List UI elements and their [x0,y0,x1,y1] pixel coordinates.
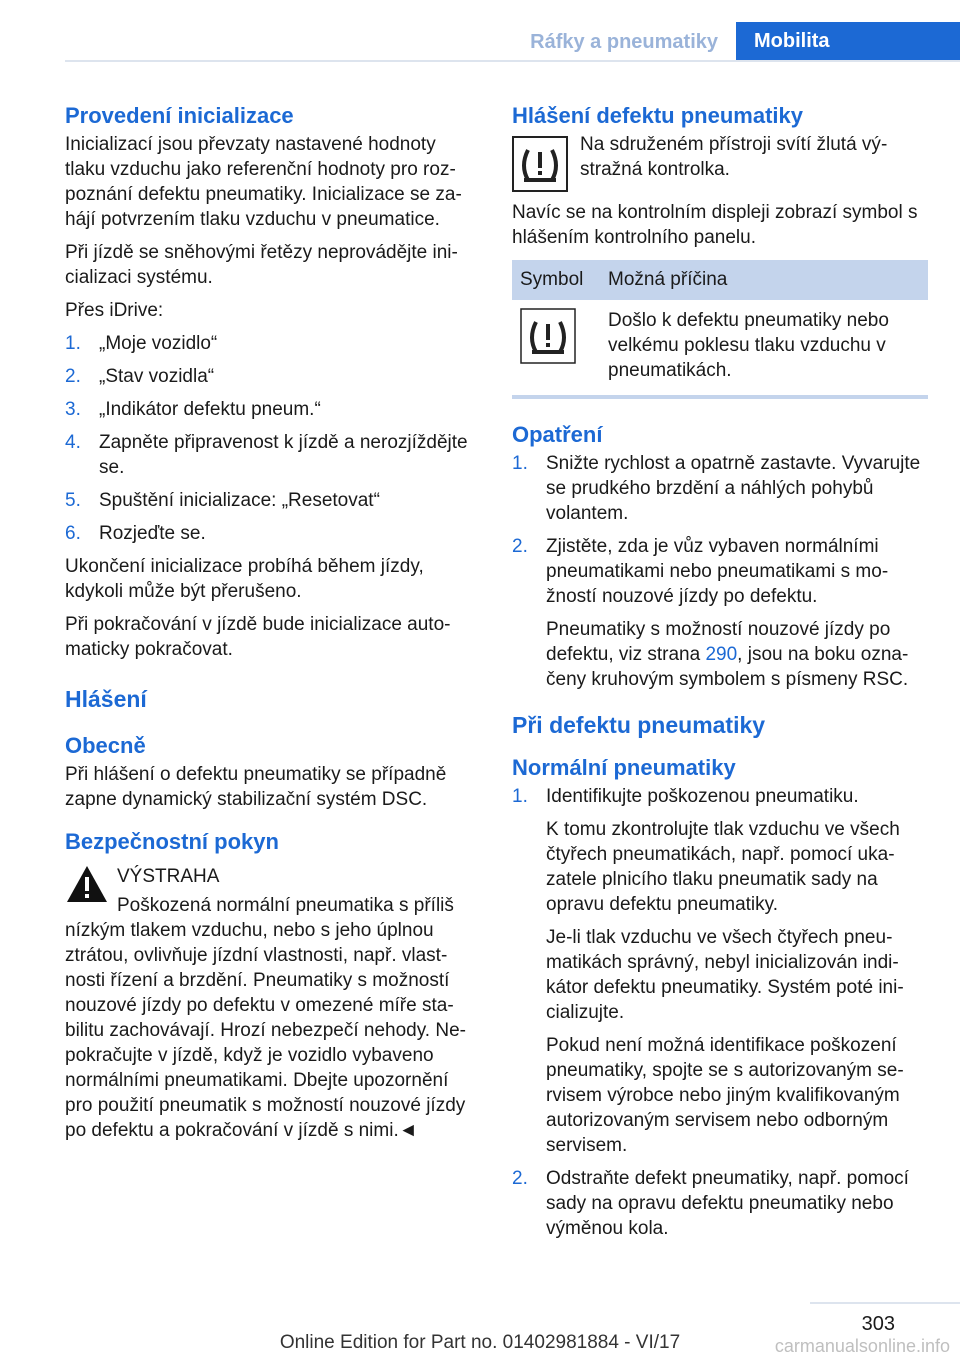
footer-edition: Online Edition for Part no. 01402981884 - VI/17 [279,1332,681,1353]
general-heading: Obecně [65,733,146,758]
normal-tires-list [512,784,927,1241]
init-paragraph-5: Při pokračování v jízdě bude inicializace automaticky pokračovat. [65,614,451,660]
warning-label: VÝSTRAHA [117,866,220,887]
list-item: 2. „Stav vozidla“ [65,366,215,387]
list-item: 6. Rozjeďte se. [65,523,206,544]
end-mark-icon: ◄ [398,1120,418,1141]
list-item: 1. Snižte rychlost a opatrně zastavte. Vyvarujte se prudkého brzdění a náhlých pohybů volantem. [512,453,921,524]
footer-watermark: carmanualsonline.info [774,1336,950,1356]
symbol-table [512,260,928,391]
right-column [512,100,927,1249]
table-row [512,300,928,391]
safety-heading: Bezpečnostní pokyn [65,829,279,854]
list-item: 2. Zjistěte, zda je vůz vybaven normálními pneumatikami nebo pneumatikami s možností nouzové jízdy po defektu. Pneumatiky s možností nouzové jízdy po defektu, viz strana 290, jsou na boku označeny kruhovým symbolem s písmeny RSC. [512,536,909,690]
warning-block [65,864,480,918]
tire-pressure-warning-icon [520,308,576,364]
measures-heading: Opatření [512,422,603,447]
list-item: 5. Spuštění inicializace: „Resetovat“ [65,490,380,511]
messages-heading: Hlášení [65,686,147,712]
footer-rule [810,1302,960,1304]
left-column [65,100,480,1143]
init-heading: Provedení inicializace [65,103,294,128]
list-item: 4. Zapněte připravenost k jízdě a nerozjíždějte se. [65,432,468,478]
list-item: 1. „Moje vozidlo“ [65,333,218,354]
warning-text: nízkým tlakem vzduchu, nebo s jeho úplnou ztrátou, ovlivňuje jízdní vlastnosti, např. vlastnosti řízení a brzdění. Pneumatiky s možností nouzové jízdy po defektu v omezené míře stabilitu zachovávají. Hrozí nebezpečí nehody. Nepokračujte v jízdě, když je vozidlo vybaveno normálními pneumatikami. Dbejte upozornění pro použití pneumatik s možností nouzové jízdy po defektu a pokračování v jízdě s nimi.◄ [65,920,466,1141]
list-item: 3. „Indikátor defektu pneum.“ [65,399,321,420]
page-number: 303 [861,1313,895,1335]
warning-lead: Poškozená normální pneumatika s příliš [117,895,454,916]
list-item: 2. Odstraňte defekt pneumatiky, např. pomocí sady na opravu defektu pneumatiky nebo výměnou kola. [512,1168,909,1239]
page-reference-link[interactable]: 290 [705,644,738,665]
table-header-symbol: Symbol [512,260,600,300]
defect-heading: Hlášení defektu pneumatiky [512,103,803,128]
init-paragraph-2: Při jízdě se sněhovými řetězy neprovádějte inicializaci systému. [65,242,458,288]
defect-indicator-row [512,132,927,192]
defect-paragraph-1: Na sdruženém přístroji svítí žlutá výstražná kontrolka. [580,134,888,180]
general-paragraph: Při hlášení o defektu pneumatiky se případně zapne dynamický stabilizační systém DSC. [65,764,447,810]
init-paragraph-1: Inicializací jsou převzaty nastavené hodnoty tlaku vzduchu jako referenční hodnoty pro rozpoznání defektu pneumatiky. Inicializace se zahájí potvrzením tlaku vzduchu v pneumatice. [65,134,462,230]
header-rule [65,60,960,62]
flat-tire-heading: Při defektu pneumatiky [512,712,766,738]
header-chapter-tab: Mobilita [736,22,960,62]
measures-list [512,451,927,692]
init-steps-list [65,331,480,546]
table-cell-cause: Došlo k defektu pneumatiky nebo velkému poklesu tlaku vzduchu v pneumatikách. [608,310,889,381]
init-paragraph-3: Přes iDrive: [65,300,164,321]
header-section-title: Ráfky a pneumatiky [530,31,718,53]
warning-triangle-icon [65,864,109,904]
defect-paragraph-2: Navíc se na kontrolním displeji zobrazí symbol s hlášením kontrolního panelu. [512,202,918,248]
table-header-cause: Možná příčina [600,260,928,300]
table-cell-symbol [512,300,600,391]
page-header [0,0,960,62]
init-paragraph-4: Ukončení inicializace probíhá během jízdy, kdykoli může být přerušeno. [65,556,424,602]
tire-pressure-warning-icon [512,136,568,192]
normal-tires-heading: Normální pneumatiky [512,755,736,780]
list-item: 1. Identifikujte poškozenou pneumatiku. K tomu zkontrolujte tlak vzduchu ve všech čtyřech pneumatikách, např. pomocí ukazatele plnicího tlaku pneumatik sady na opravu defektu pneumatiky. Je-li tlak vzduchu ve všech čtyřech pneumatikách správný, nebyl inicializován indikátor defektu pneumatiky. Systém poté inicializujte. Pokud není možná identifikace poškození pneumatiky, spojte se s autorizovaným servisem výrobce nebo jiným kvalifikovaným autorizovaným servisem nebo odborným servisem. [512,786,904,1156]
